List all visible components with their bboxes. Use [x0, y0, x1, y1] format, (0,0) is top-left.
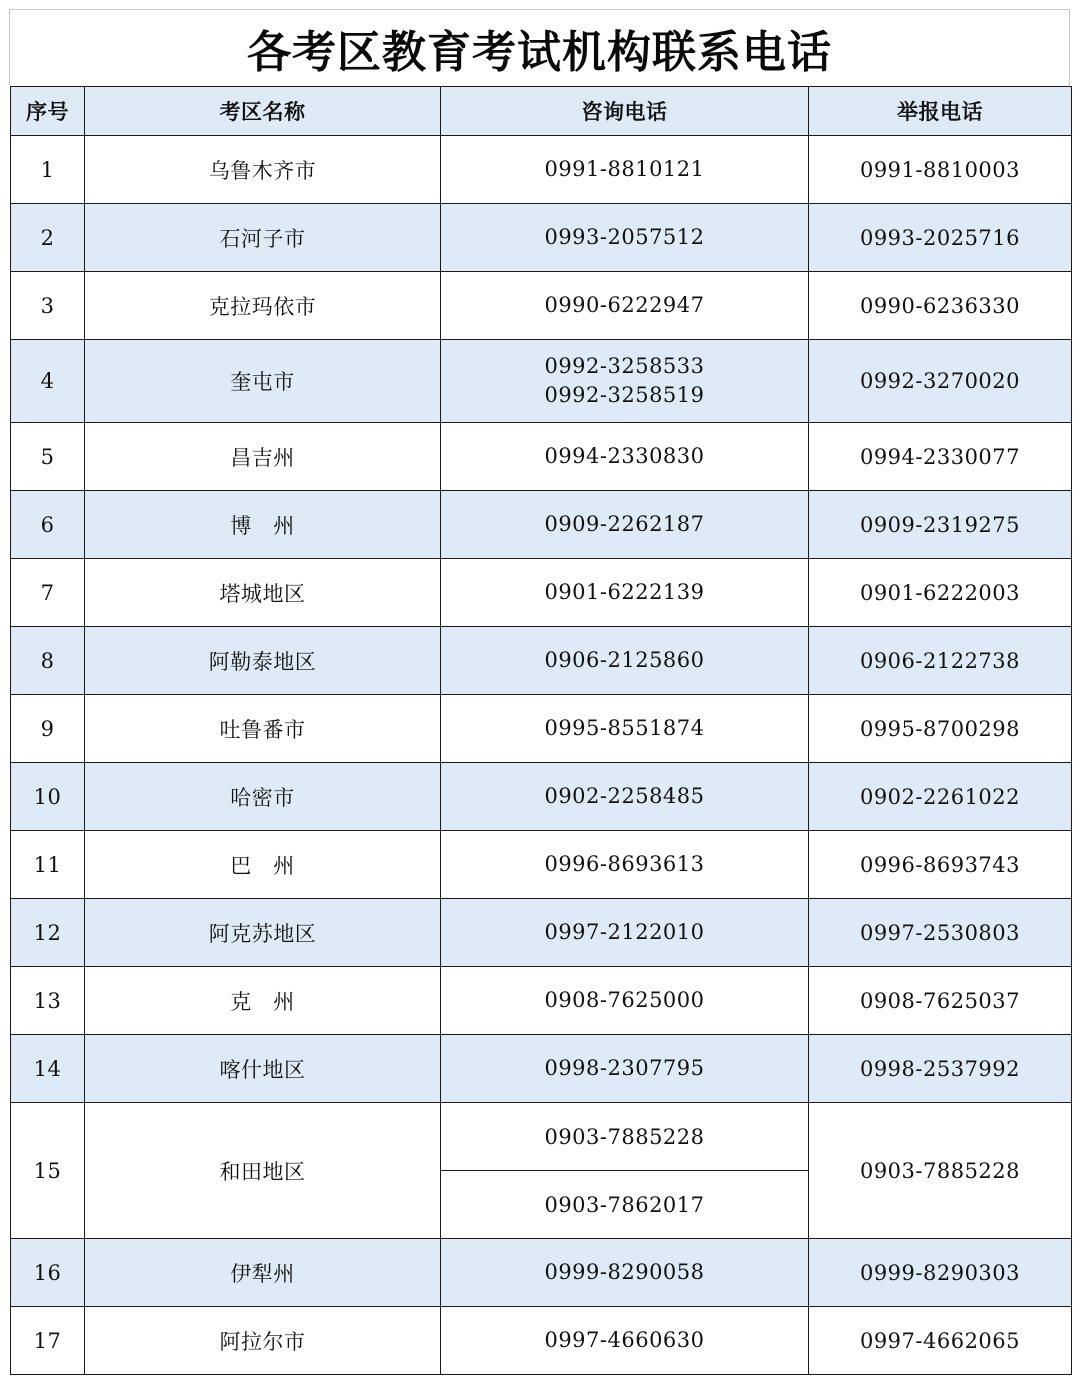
row-region: 乌鲁木齐市 [85, 136, 441, 204]
row-consult [441, 272, 809, 340]
table-row [11, 272, 1072, 340]
row-report-phone: 0993-2025716 [809, 204, 1072, 272]
row-report-phone: 0996-8693743 [809, 831, 1072, 899]
row-consult [441, 1035, 809, 1103]
table-row [11, 899, 1072, 967]
table-row [11, 1239, 1072, 1307]
row-report-phone: 0995-8700298 [809, 695, 1072, 763]
row-consult [441, 423, 809, 491]
title-box [9, 9, 1070, 85]
row-consult-phone: 0906-2125860 [544, 648, 705, 672]
row-region: 奎屯市 [85, 340, 441, 423]
header-consult: 咨询电话 [441, 87, 809, 136]
row-region: 喀什地区 [85, 1035, 441, 1103]
row-consult-phone: 0992-3258519 [544, 383, 705, 407]
row-index: 3 [11, 272, 85, 340]
row-consult [441, 491, 809, 559]
row-region: 阿勒泰地区 [85, 627, 441, 695]
table-row [11, 340, 1072, 423]
table-row [11, 423, 1072, 491]
row-consult-phone: 0992-3258533 [544, 354, 705, 378]
row-index: 12 [11, 899, 85, 967]
row-index: 2 [11, 204, 85, 272]
row-report-phone: 0906-2122738 [809, 627, 1072, 695]
row-consult [441, 559, 809, 627]
row-index: 16 [11, 1239, 85, 1307]
row-consult-phone: 0995-8551874 [544, 716, 705, 740]
row-consult [441, 627, 809, 695]
row-region: 塔城地区 [85, 559, 441, 627]
table-body [11, 136, 1072, 1375]
table-row [11, 831, 1072, 899]
row-consult-phone: 0991-8810121 [544, 157, 705, 181]
row-report-phone: 0991-8810003 [809, 136, 1072, 204]
row-consult [441, 831, 809, 899]
table-row [11, 1307, 1072, 1375]
row-index: 15 [11, 1103, 85, 1239]
row-index: 6 [11, 491, 85, 559]
contact-table [10, 86, 1072, 1375]
row-report-phone: 0908-7625037 [809, 967, 1072, 1035]
row-consult-phone: 0998-2307795 [544, 1056, 705, 1080]
row-consult [441, 1239, 809, 1307]
table-row [11, 695, 1072, 763]
row-report-phone: 0903-7885228 [809, 1103, 1072, 1239]
row-report-phone: 0994-2330077 [809, 423, 1072, 491]
row-index: 13 [11, 967, 85, 1035]
row-report-phone: 0901-6222003 [809, 559, 1072, 627]
row-consult [441, 136, 809, 204]
row-region: 和田地区 [85, 1103, 441, 1239]
row-index: 17 [11, 1307, 85, 1375]
row-region: 阿克苏地区 [85, 899, 441, 967]
row-region: 阿拉尔市 [85, 1307, 441, 1375]
row-consult [441, 967, 809, 1035]
row-report-phone: 0902-2261022 [809, 763, 1072, 831]
row-report-phone: 0997-2530803 [809, 899, 1072, 967]
table-row [11, 627, 1072, 695]
row-consult [441, 763, 809, 831]
table-row [11, 1103, 1072, 1171]
row-index: 10 [11, 763, 85, 831]
row-consult-phone: 0903-7885228 [441, 1103, 809, 1171]
row-consult-phone: 0997-2122010 [544, 920, 705, 944]
row-consult-phone: 0990-6222947 [544, 293, 705, 317]
row-region: 克拉玛依市 [85, 272, 441, 340]
row-index: 9 [11, 695, 85, 763]
row-consult-phone: 0901-6222139 [544, 580, 705, 604]
header-index: 序号 [11, 87, 85, 136]
row-index: 14 [11, 1035, 85, 1103]
table-row [11, 204, 1072, 272]
row-region: 伊犁州 [85, 1239, 441, 1307]
row-consult-phone: 0994-2330830 [544, 444, 705, 468]
header-region: 考区名称 [85, 87, 441, 136]
row-region: 克 州 [85, 967, 441, 1035]
row-index: 1 [11, 136, 85, 204]
row-region: 博 州 [85, 491, 441, 559]
row-consult [441, 204, 809, 272]
row-consult-phone: 0996-8693613 [544, 852, 705, 876]
row-consult-phone: 0999-8290058 [544, 1260, 705, 1284]
header-row [11, 87, 1072, 136]
page-title: 各考区教育考试机构联系电话 [247, 26, 832, 78]
row-index: 8 [11, 627, 85, 695]
row-consult-phone: 0909-2262187 [544, 512, 705, 536]
row-region: 巴 州 [85, 831, 441, 899]
row-index: 5 [11, 423, 85, 491]
table-row [11, 136, 1072, 204]
row-consult-phone: 0902-2258485 [544, 784, 705, 808]
row-region: 吐鲁番市 [85, 695, 441, 763]
row-consult-phone: 0903-7862017 [441, 1171, 809, 1239]
row-index: 4 [11, 340, 85, 423]
table-row [11, 491, 1072, 559]
row-report-phone: 0992-3270020 [809, 340, 1072, 423]
row-consult-phone: 0993-2057512 [544, 225, 705, 249]
row-index: 11 [11, 831, 85, 899]
row-consult-phone: 0908-7625000 [544, 988, 705, 1012]
row-report-phone: 0999-8290303 [809, 1239, 1072, 1307]
row-report-phone: 0998-2537992 [809, 1035, 1072, 1103]
row-index: 7 [11, 559, 85, 627]
row-report-phone: 0909-2319275 [809, 491, 1072, 559]
header-report: 举报电话 [809, 87, 1072, 136]
row-consult [441, 340, 809, 423]
table-row [11, 559, 1072, 627]
row-consult [441, 899, 809, 967]
row-consult-phone: 0997-4660630 [544, 1328, 705, 1352]
table-row [11, 1035, 1072, 1103]
row-region: 昌吉州 [85, 423, 441, 491]
row-report-phone: 0990-6236330 [809, 272, 1072, 340]
table-row [11, 763, 1072, 831]
row-region: 哈密市 [85, 763, 441, 831]
row-consult [441, 1307, 809, 1375]
table-row [11, 967, 1072, 1035]
row-consult [441, 695, 809, 763]
row-report-phone: 0997-4662065 [809, 1307, 1072, 1375]
row-region: 石河子市 [85, 204, 441, 272]
